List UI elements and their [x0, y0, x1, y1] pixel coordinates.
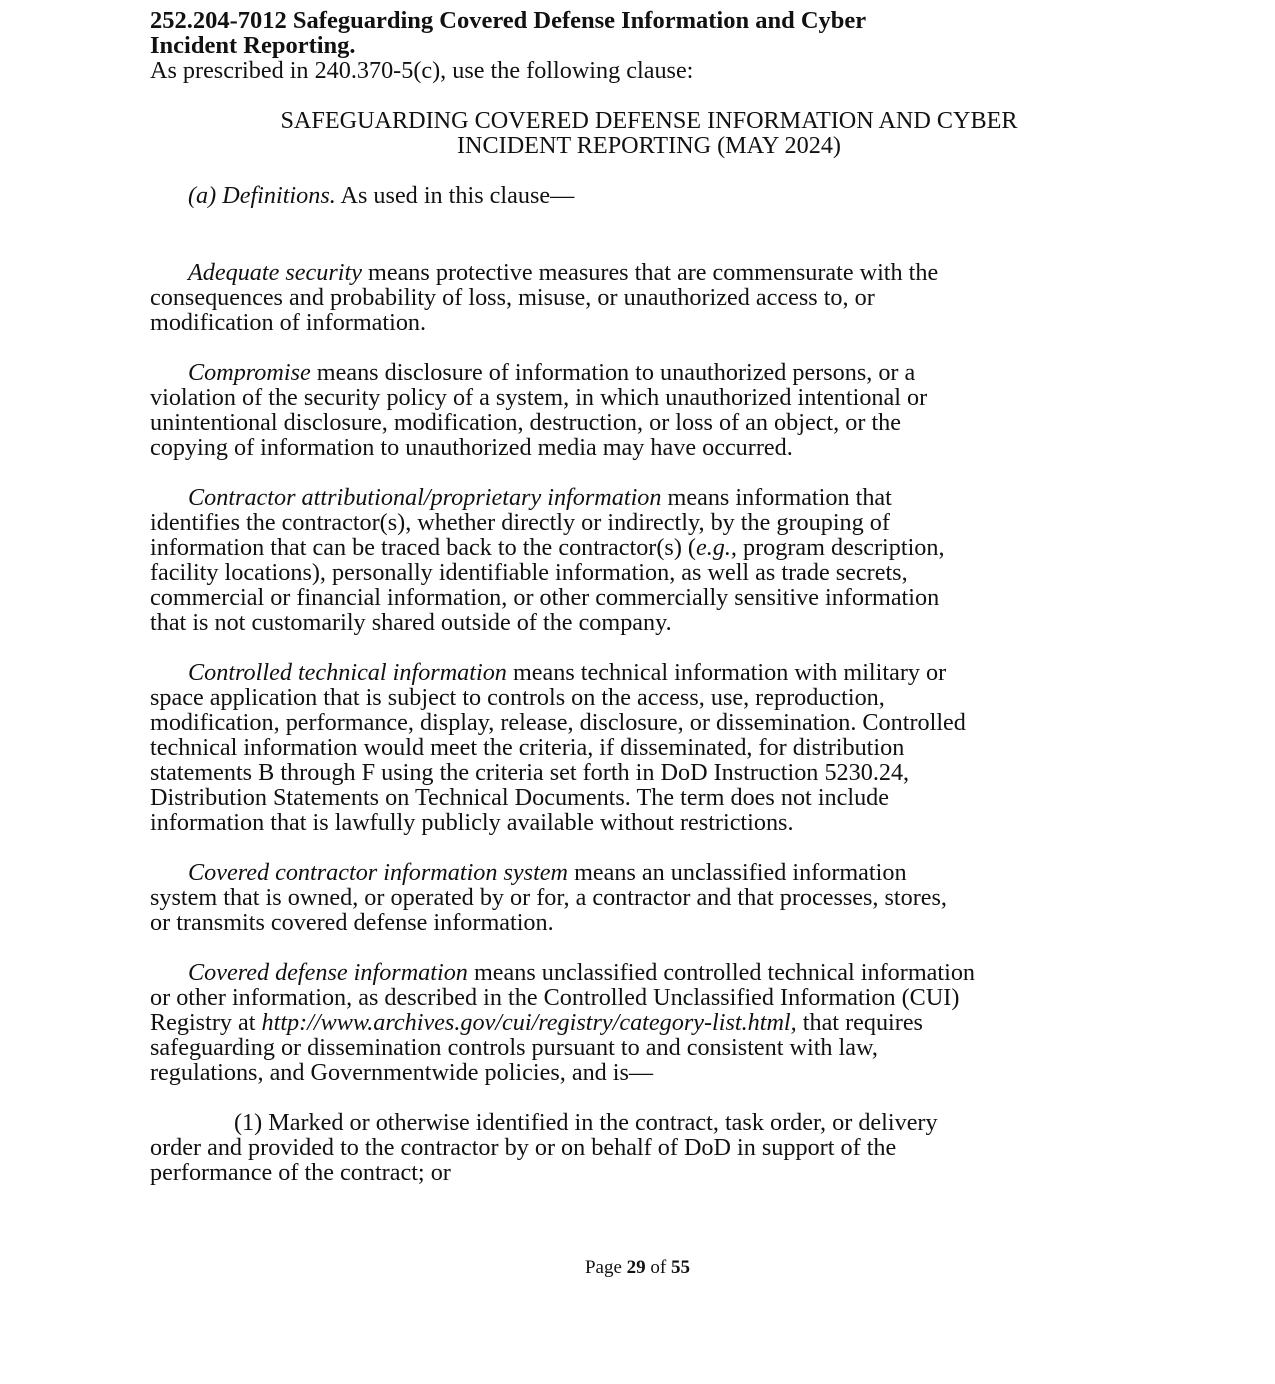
definition-controlled-technical-information	[150, 660, 1130, 835]
page-label-prefix: Page	[584, 1257, 627, 1278]
definition-text: modification, performance, display, release, disclosure, or dissemination. Controlled	[150, 709, 966, 736]
definition-text: violation of the security policy of a system, in which unauthorized intentional or	[150, 384, 928, 411]
definition-text: means technical information with military or	[506, 659, 947, 686]
definition-term: Adequate security	[188, 259, 362, 286]
definition-text: system that is owned, or operated by or for, a contractor and that processes, stores,	[150, 884, 947, 911]
definition-text: information that is lawfully publicly available without restrictions.	[150, 809, 794, 836]
definition-term: Controlled technical information	[188, 659, 507, 686]
current-page-number: 29	[626, 1257, 646, 1278]
definition-text: means an unclassified information	[568, 859, 907, 886]
definition-text: space application that is subject to controls on the access, use, reproduction,	[150, 684, 885, 711]
clause-title	[150, 108, 1130, 158]
definition-text: safeguarding or dissemination controls pursuant to and consistent with law,	[150, 1034, 878, 1061]
clause-heading	[150, 8, 1130, 58]
definition-covered-defense-information	[150, 960, 1130, 1085]
sub-item-1	[150, 1110, 1130, 1185]
document-page	[150, 8, 1130, 1185]
definition-text: technical information would meet the criteria, if disseminated, for distribution	[150, 734, 905, 761]
definition-term: Covered defense information	[188, 959, 468, 986]
definition-text: that requires	[796, 1009, 923, 1036]
definition-text: commercial or financial information, or other commercially sensitive information	[150, 584, 940, 611]
definition-italic-text: e.g.,	[696, 534, 737, 561]
paragraph-a-text: As used in this clause—	[335, 182, 575, 209]
definition-text: that is not customarily shared outside of the company.	[150, 609, 672, 636]
total-page-count: 55	[671, 1257, 690, 1278]
clause-heading-line-1: 252.204-7012 Safeguarding Covered Defense Information and Cyber	[150, 7, 867, 34]
sub-item-text: performance of the contract; or	[150, 1159, 451, 1186]
definition-term: Compromise	[188, 359, 311, 386]
definition-text: or other information, as described in the Controlled Unclassified Information (CUI)	[150, 984, 960, 1011]
clause-heading-line-2: Incident Reporting.	[150, 32, 356, 59]
definition-text: unintentional disclosure, modification, destruction, or loss of an object, or the	[150, 409, 901, 436]
definition-contractor-attributional-information	[150, 485, 1130, 635]
definition-text: identifies the contractor(s), whether directly or indirectly, by the grouping of	[150, 509, 890, 536]
definition-text: information that can be traced back to the contractor(s) (	[150, 534, 696, 561]
definition-text: statements B through F using the criteria set forth in DoD Instruction 5230.24,	[150, 759, 910, 786]
clause-title-line-2: INCIDENT REPORTING (MAY 2024)	[457, 132, 841, 159]
definition-text: consequences and probability of loss, misuse, or unauthorized access to, or	[150, 284, 875, 311]
definition-text: means protective measures that are commensurate with the	[361, 259, 939, 286]
page-label-of: of	[645, 1257, 671, 1278]
definition-text: program description,	[736, 534, 945, 561]
page-footer	[0, 1257, 1275, 1279]
registry-url-link[interactable]: http://www.archives.gov/cui/registry/category-list.html,	[261, 1009, 797, 1036]
definition-text: means information that	[661, 484, 892, 511]
definition-text: means unclassified controlled technical information	[467, 959, 976, 986]
definition-term: Covered contractor information system	[188, 859, 569, 886]
paragraph-a	[188, 183, 1130, 208]
definition-adequate-security	[150, 260, 1130, 335]
definition-compromise	[150, 360, 1130, 460]
definition-text: modification of information.	[150, 309, 427, 336]
sub-item-text: (1) Marked or otherwise identified in the contract, task order, or delivery	[234, 1109, 938, 1136]
paragraph-a-label: (a) Definitions.	[188, 182, 336, 209]
definition-text: means disclosure of information to unauthorized persons, or a	[310, 359, 916, 386]
definition-text: facility locations), personally identifiable information, as well as trade secrets,	[150, 559, 908, 586]
definition-text: Registry at	[150, 1009, 262, 1036]
definition-text: Distribution Statements on Technical Documents. The term does not include	[150, 784, 890, 811]
clause-title-line-1: SAFEGUARDING COVERED DEFENSE INFORMATION AND CYBER	[280, 107, 1018, 134]
definition-text: copying of information to unauthorized media may have occurred.	[150, 434, 793, 461]
definition-covered-contractor-information-system	[150, 860, 1130, 935]
definition-term: Contractor attributional/proprietary information	[188, 484, 662, 511]
prescription-text: As prescribed in 240.370-5(c), use the following clause:	[150, 57, 694, 84]
sub-item-text: order and provided to the contractor by or on behalf of DoD in support of the	[150, 1134, 897, 1161]
definition-text: regulations, and Governmentwide policies, and is—	[150, 1059, 654, 1086]
definition-text: or transmits covered defense information.	[150, 909, 554, 936]
